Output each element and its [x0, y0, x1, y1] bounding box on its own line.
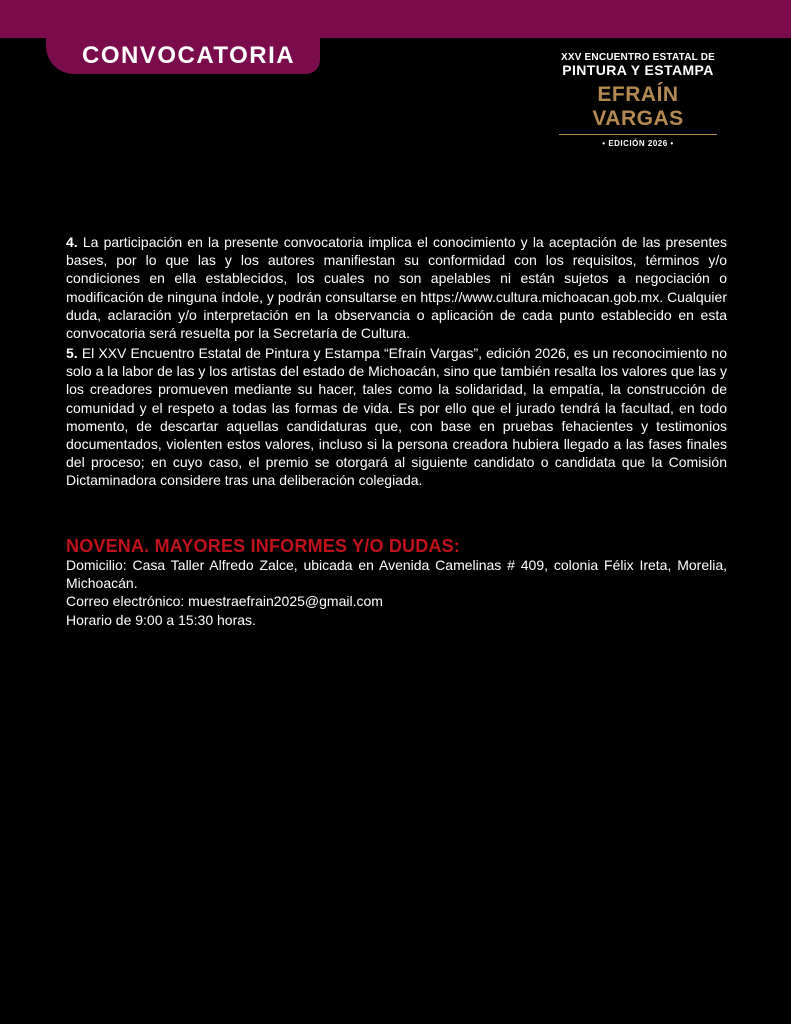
- logo-divider: [559, 134, 717, 135]
- contact-info: [66, 556, 727, 629]
- item-number: 5.: [66, 345, 78, 361]
- item-text: La participación en la presente convocatoria implica el conocimiento y la aceptación de las presentes bases, por lo que las y los autores manifiestan su conformidad con los requisitos, términos y/o condiciones en ella establecidos, los cuales no son apelables ni están sujetos a negociación o modificación de ninguna índole, y podrán consultarse en https://www.cultura.michoacan.gob.mx. Cualquier duda, aclaración y/o interpretación en la observancia o aplicación de cada punto establecido en esta convocatoria será resuelta por la Secretaría de Cultura.: [66, 234, 727, 342]
- event-logo: [553, 52, 723, 149]
- logo-edition: • EDICIÓN 2026 •: [602, 139, 674, 148]
- item-number: 4.: [66, 234, 78, 250]
- paragraph-item-4: [66, 233, 727, 342]
- logo-line-1: XXV ENCUENTRO ESTATAL DE: [560, 52, 716, 63]
- email-text: Correo electrónico: muestraefrain2025@gmail.com: [66, 593, 383, 610]
- top-banner: [0, 0, 791, 38]
- paragraph-item-5: [66, 344, 727, 490]
- logo-line-2: PINTURA Y ESTAMPA: [562, 62, 714, 78]
- page-title: CONVOCATORIA: [82, 42, 296, 69]
- address-text: Domicilio: Casa Taller Alfredo Zalce, ubicada en Avenida Camelinas # 409, colonia Félix Ireta, Morelia, Michoacán.: [66, 557, 727, 592]
- hours-text: Horario de 9:00 a 15:30 horas.: [66, 611, 256, 628]
- item-text: El XXV Encuentro Estatal de Pintura y Estampa “Efraín Vargas”, edición 2026, es un reconocimiento no solo a la labor de las y los artistas del estado de Michoacán, sino que también resalta los valores que las y los creadores promueven mediante su hacer, tales como la solidaridad, la empatía, la construcción de comunidad y el respeto a todas las formas de vida. Es por ello que el jurado tendrá la facultad, en todo momento, de descartar aquellas candidaturas que, con base en pruebas fehacientes y testimonios documentados, violenten estos valores, incluso si la persona creadora hubiera llegado a las fases finales del proceso; en cuyo caso, el premio se otorgará al siguiente candidato o candidata que la Comisión Dictaminadora considere tras una deliberación colegiada.: [66, 345, 727, 489]
- logo-line-3: EFRAÍN VARGAS: [592, 83, 684, 130]
- section-heading: NOVENA. MAYORES INFORMES Y/O DUDAS:: [66, 536, 461, 556]
